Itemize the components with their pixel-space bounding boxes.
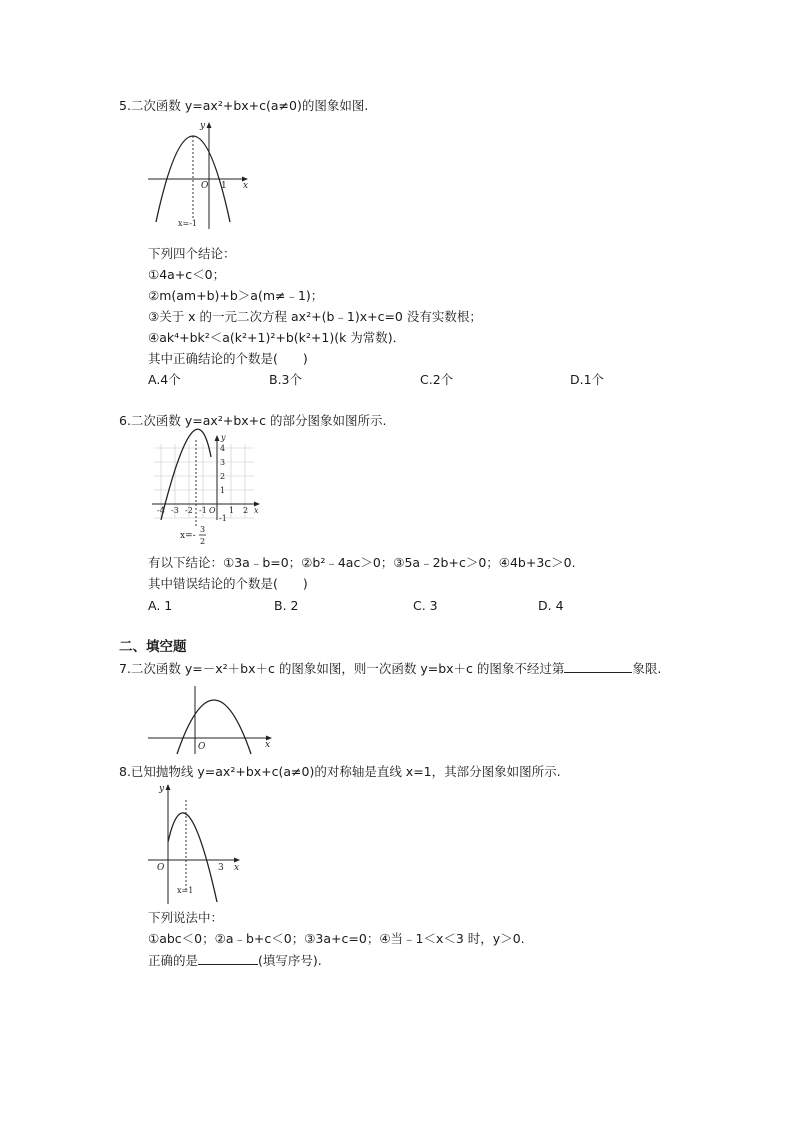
q7-x-label: x bbox=[265, 740, 271, 750]
q5-option-c: C.2个 bbox=[420, 372, 454, 387]
q6-xtick-2: -3 bbox=[171, 506, 179, 515]
q6-frac-num: 3 bbox=[200, 525, 206, 534]
q8-answer-line bbox=[148, 952, 322, 969]
q6-y-label: y bbox=[221, 433, 226, 442]
q6-y-arrow bbox=[215, 435, 220, 441]
q8-figure bbox=[146, 780, 246, 906]
q8-origin-label: O bbox=[157, 863, 165, 873]
q7-origin-label: O bbox=[198, 742, 206, 752]
q8-y-label: y bbox=[159, 784, 165, 794]
q5-option-b: B.3个 bbox=[269, 372, 303, 387]
q8-y-arrow bbox=[166, 784, 171, 790]
q6-ytick-4: 4 bbox=[220, 444, 226, 453]
q6-xtick-6: 2 bbox=[243, 506, 249, 515]
q5-item-4: ④ak⁴+bk²＜a(k²+1)²+b(k²+1)(k 为常数)． bbox=[148, 330, 406, 345]
q6-xtick-4: -1 bbox=[199, 506, 207, 515]
q7-line bbox=[119, 660, 661, 677]
q6-figure bbox=[148, 430, 266, 550]
q5-title: 5.二次函数 y=ax²+bx+c(a≠0)的图象如图. bbox=[119, 98, 369, 113]
q7-figure bbox=[146, 684, 274, 756]
q7-answer-blank[interactable] bbox=[564, 660, 632, 673]
q6-question: 其中错误结论的个数是( ) bbox=[148, 576, 308, 591]
q6-origin-label: O bbox=[209, 506, 216, 515]
q8-x-label: x bbox=[234, 863, 240, 873]
q8-title: 8.已知抛物线 y=ax²+bx+c(a≠0)的对称轴是直线 x=1，其部分图象如图所示. bbox=[119, 764, 561, 779]
q6-xtick-1: -4 bbox=[157, 506, 165, 515]
q5-axis-label: x=-1 bbox=[178, 219, 198, 228]
q6-ytick-2: 2 bbox=[220, 472, 226, 481]
q7-parabola bbox=[177, 700, 251, 754]
q6-title: 6.二次函数 y=ax²+bx+c 的部分图象如图所示. bbox=[119, 413, 387, 428]
q5-figure bbox=[140, 118, 255, 230]
q8-answer-blank[interactable] bbox=[198, 952, 258, 965]
q6-axis-label: x=- bbox=[180, 531, 196, 541]
q5-question: 其中正确结论的个数是( ) bbox=[148, 351, 308, 366]
section-heading: 二、填空题 bbox=[119, 639, 187, 655]
q6-frac-den: 2 bbox=[200, 537, 206, 546]
q5-x-label: x bbox=[243, 181, 249, 191]
q6-option-c: C. 3 bbox=[413, 598, 438, 613]
q6-option-d: D. 4 bbox=[538, 598, 564, 613]
q8-conclusions: ①abc＜0；②a﹣b+c＜0；③3a+c=0；④当﹣1＜x＜3 时，y＞0. bbox=[148, 931, 525, 946]
q6-ytick-1: 1 bbox=[220, 486, 226, 495]
q6-conclusions: 有以下结论：①3a﹣b=0；②b²﹣4ac＞0；③5a﹣2b+c＞0；④4b+3c＞0. bbox=[148, 555, 576, 570]
q5-item-3: ③关于 x 的一元二次方程 ax²+(b﹣1)x+c=0 没有实数根； bbox=[148, 309, 482, 324]
q8-three-label: 3 bbox=[218, 863, 224, 873]
q8-axis-label: x=1 bbox=[177, 886, 194, 895]
q7-text-before: 7.二次函数 y=－x²＋bx＋c 的图象如图，则一次函数 y=bx＋c 的图象不经过第 bbox=[119, 661, 565, 676]
q6-ytick-neg1: -1 bbox=[219, 514, 227, 523]
q5-option-d: D.1个 bbox=[570, 372, 605, 387]
q5-item-1: ①4a+c＜0； bbox=[148, 267, 226, 282]
q5-y-arrow bbox=[207, 122, 212, 128]
q5-intro: 下列四个结论： bbox=[148, 246, 236, 261]
q8-intro: 下列说法中： bbox=[148, 910, 224, 925]
q5-origin-label: O bbox=[201, 181, 209, 191]
q5-one-label: 1 bbox=[221, 181, 227, 191]
q6-x-label: x bbox=[254, 506, 259, 515]
q8-answer-after: (填写序号). bbox=[258, 953, 322, 968]
q8-x-arrow bbox=[234, 858, 240, 863]
q5-item-2: ②m(am+b)+b＞a(m≠﹣1)； bbox=[148, 288, 324, 303]
q6-option-a: A. 1 bbox=[148, 598, 173, 613]
q6-option-b: B. 2 bbox=[274, 598, 299, 613]
q6-ytick-3: 3 bbox=[220, 458, 226, 467]
q6-xtick-5: 1 bbox=[229, 506, 235, 515]
q5-option-a: A.4个 bbox=[148, 372, 181, 387]
q7-text-after: 象限. bbox=[632, 661, 662, 676]
q6-xtick-3: -2 bbox=[185, 506, 193, 515]
q8-answer-before: 正确的是 bbox=[148, 953, 199, 968]
q5-y-label: y bbox=[200, 121, 206, 131]
